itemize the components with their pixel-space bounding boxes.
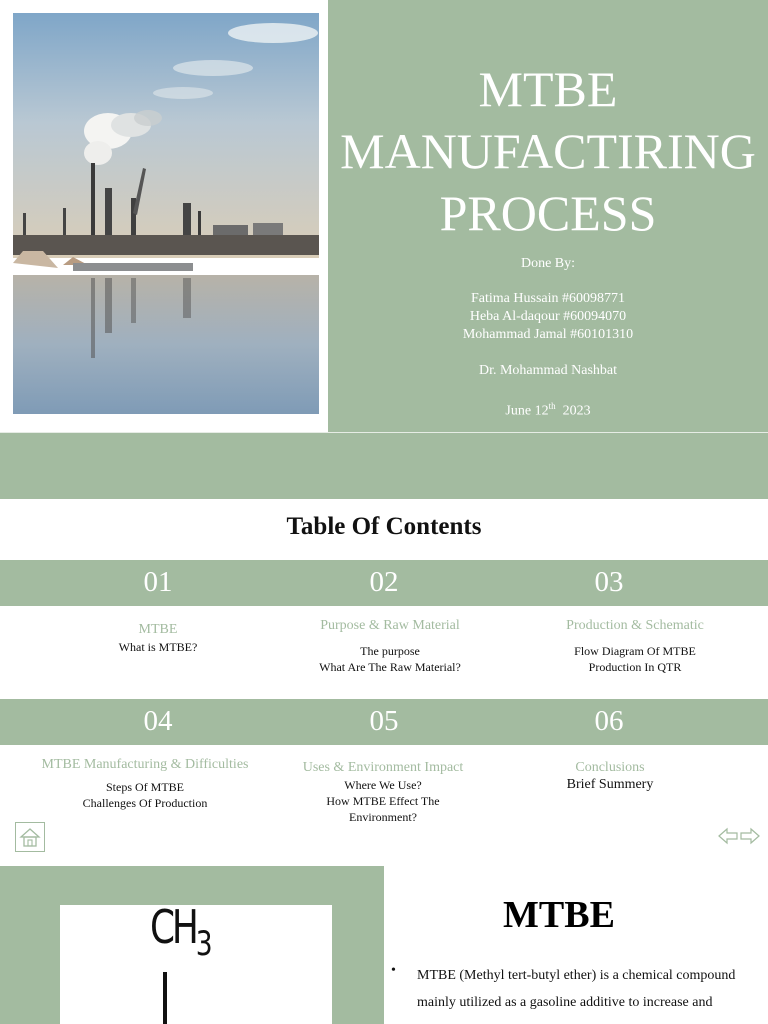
section-desc: What Are The Raw Material? xyxy=(319,660,461,674)
home-icon xyxy=(16,823,44,851)
section-number-band xyxy=(0,699,768,745)
author-name: Mohammad Jamal #60101310 xyxy=(462,327,634,342)
methyl-group-label: $CH_3$ xyxy=(150,900,210,964)
section-heading: MTBE xyxy=(503,894,615,936)
arrow-right-icon xyxy=(740,826,760,846)
section-desc: Challenges Of Production xyxy=(82,796,208,810)
presentation-title: MTBE MANUFACTIRING PROCESS xyxy=(340,61,756,241)
home-button[interactable] xyxy=(15,822,45,852)
photo-frame xyxy=(0,0,328,432)
section-title: MTBE Manufacturing & Difficulties xyxy=(41,757,249,772)
done-by-label: Done By: xyxy=(520,256,576,271)
toc-item-production[interactable] xyxy=(525,617,745,675)
section-number: 04 xyxy=(143,705,173,737)
section-desc: Environment? xyxy=(349,810,417,824)
section-desc: Where We Use? xyxy=(344,778,422,792)
toc-item-purpose[interactable] xyxy=(280,617,500,675)
toc-item-mtbe[interactable] xyxy=(58,621,258,655)
section-desc: What is MTBE? xyxy=(118,640,198,654)
section-desc: Production In QTR xyxy=(588,660,682,674)
section-number: 06 xyxy=(594,705,624,737)
toc-item-uses[interactable] xyxy=(290,759,476,825)
section-title: Uses & Environment Impact xyxy=(302,760,464,775)
bullet-marker: • xyxy=(391,963,396,978)
section-title: Purpose & Raw Material xyxy=(320,618,460,633)
section-number: 02 xyxy=(369,566,399,598)
toc-item-conclusions[interactable] xyxy=(540,759,680,793)
section-title: MTBE xyxy=(138,622,178,637)
chemical-bond-line xyxy=(163,972,167,1024)
date-year: 2023 xyxy=(562,403,591,419)
toc-title: Table Of Contents xyxy=(286,513,482,540)
arrow-left-icon xyxy=(718,826,738,846)
slide-separator-band xyxy=(0,432,768,499)
section-number: 05 xyxy=(369,705,399,737)
section-desc: How MTBE Effect The xyxy=(326,794,440,808)
section-number-band xyxy=(0,560,768,606)
industrial-plant-photo xyxy=(13,13,319,414)
title-panel xyxy=(328,0,768,432)
mtbe-description: MTBE (Methyl tert-butyl ether) is a chemical compound mainly utilized as a gasoline additive to increase and xyxy=(417,968,736,1010)
author-name: Fatima Hussain #60098771 xyxy=(471,291,625,306)
section-desc: The purpose xyxy=(360,644,420,658)
toc-item-manufacturing[interactable] xyxy=(25,756,265,811)
date-day: June 12 xyxy=(505,403,549,419)
presentation-date xyxy=(328,397,768,421)
section-title: Production & Schematic xyxy=(566,618,704,633)
previous-slide-button[interactable] xyxy=(718,826,738,846)
next-slide-button[interactable] xyxy=(740,826,760,846)
supervisor-name: Dr. Mohammad Nashbat xyxy=(478,363,618,378)
date-suffix: th xyxy=(548,401,556,411)
author-name: Heba Al-daqour #60094070 xyxy=(469,309,627,324)
section-desc: Brief Summery xyxy=(566,777,654,792)
section-number: 03 xyxy=(594,566,624,598)
section-number: 01 xyxy=(143,566,173,598)
title-slide xyxy=(0,0,768,432)
section-desc: Steps Of MTBE xyxy=(106,780,184,794)
section-desc: Flow Diagram Of MTBE xyxy=(574,644,696,658)
section-title: Conclusions xyxy=(575,760,645,775)
